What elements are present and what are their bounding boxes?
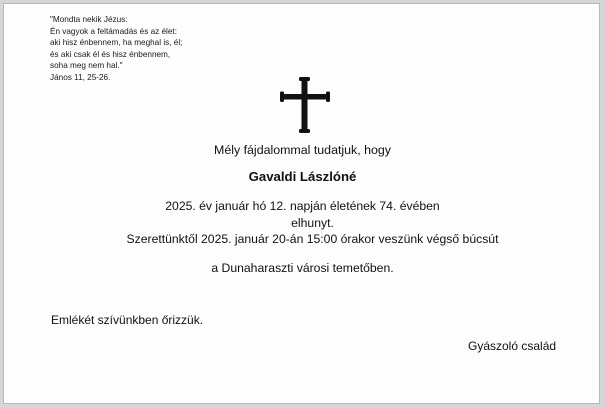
funeral-line: Szerettünktől 2025. január 20-án 15:00 órakor veszünk végső búcsút xyxy=(126,232,499,246)
deceased-name: Gavaldi Lászlóné xyxy=(248,169,357,184)
quote-line: Én vagyok a feltámadás és az élet: xyxy=(50,26,177,36)
bible-quote xyxy=(50,14,182,84)
quote-reference: János 11, 25-26. xyxy=(50,72,111,82)
death-date-line: 2025. év január hó 12. napján életének 74. évében xyxy=(165,199,440,213)
quote-line: soha meg nem hal." xyxy=(50,61,123,71)
signature-text: Gyászoló család xyxy=(468,339,557,353)
quote-line: aki hisz énbennem, ha meghal is, él; xyxy=(50,38,183,48)
cross-icon xyxy=(279,76,331,134)
obituary-card xyxy=(3,3,600,404)
cemetery-line: a Dunaharaszti városi temetőben. xyxy=(211,261,394,275)
quote-line: "Mondta nekik Jézus: xyxy=(50,15,128,24)
memory-text: Emlékét szívünkben őrizzük. xyxy=(51,313,204,327)
quote-line: és aki csak él és hisz énbennem, xyxy=(50,49,171,59)
intro-text: Mély fájdalommal tudatjuk, hogy xyxy=(214,143,391,157)
death-word-line: elhunyt. xyxy=(291,216,334,230)
